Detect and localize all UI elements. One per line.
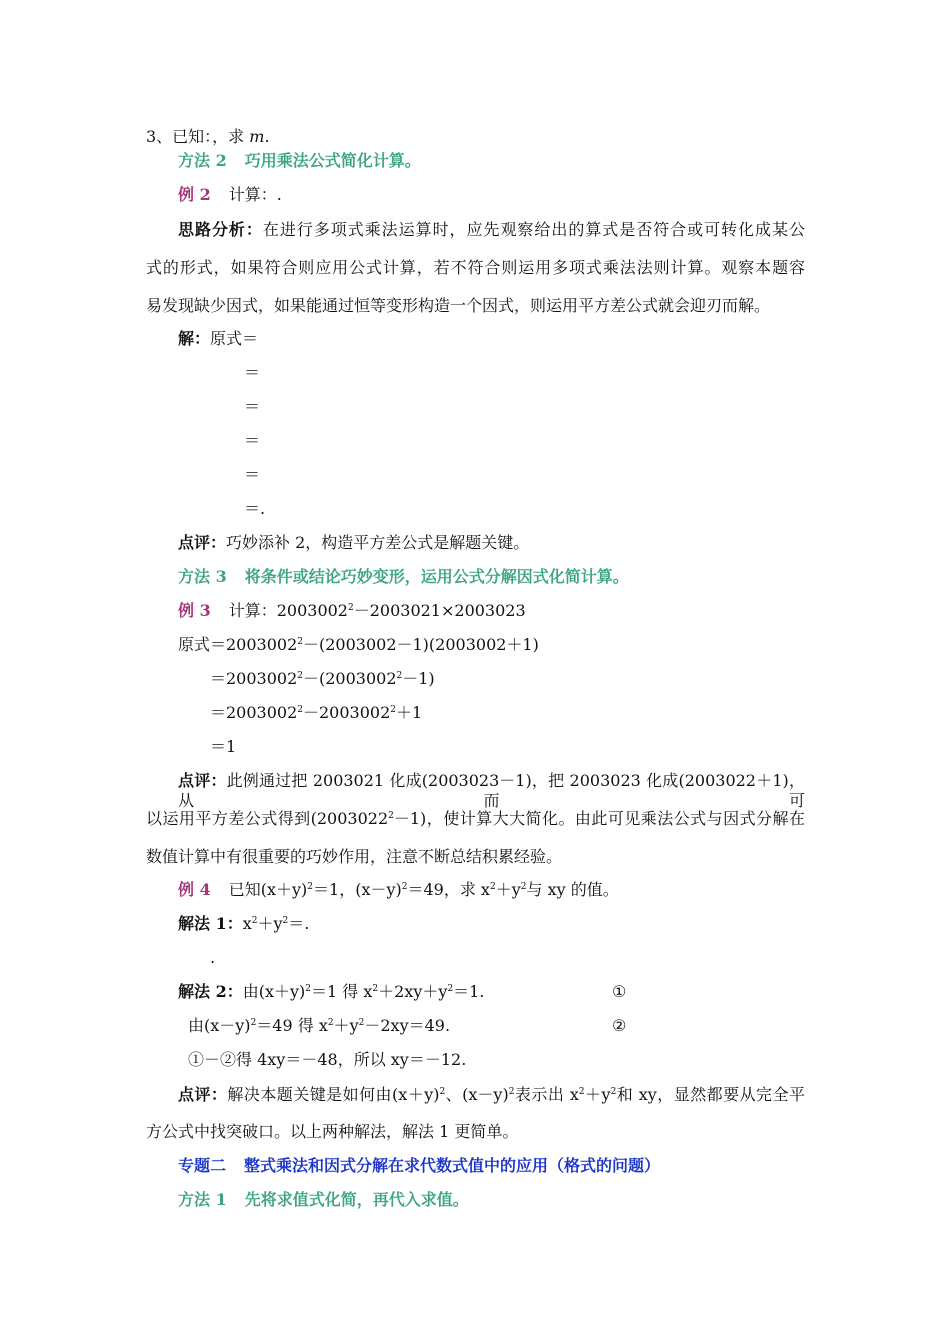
analysis-line-3: 易发现缺少因式，如果能通过恒等变形构造一个因式，则运用平方差公式就会迎刃而解。: [146, 296, 771, 315]
example-3: 例 3 计算：$2003002^2-2003021\times 2003023$: [178, 601, 526, 620]
comment-4-line-2: 方公式中找突破口。以上两种解法，解法 1 更简单。: [146, 1122, 519, 1141]
example-2: 例 2 计算：.: [178, 185, 282, 204]
calc-line-1: 原式$=2003002^2-(2003002-1)(2003002+1)$: [178, 635, 539, 654]
solution-eq-5: ＝.: [244, 499, 266, 518]
solution-method-1: 解法 1：$x^2+y^2=$.: [178, 914, 310, 933]
example-4: 例 4 已知$(x+y)^2=1$，$(x-y)^2=49$，求 $x^2+y^2$与 xy 的值。: [178, 880, 619, 899]
comment-3-line-1: 点评：此例通过把 2003021 化成(2003023－1)，把 2003023 化成(2003022＋1)，从而可: [178, 771, 805, 810]
calc-line-2: $=2003002^2-(2003002^2-1)$: [210, 669, 435, 688]
solution-eq-4: ＝: [244, 465, 261, 484]
solution-eq-1: ＝: [244, 363, 261, 382]
solution-method-2: 解法 2：由$(x+y)^2=1$ 得 $x^2+2xy+y^2=1$.: [178, 982, 485, 1001]
method-1-heading: 方法 1 先将求值式化简，再代入求值。: [178, 1190, 469, 1209]
method-2-heading: 方法 2 巧用乘法公式简化计算。: [178, 151, 421, 170]
solution-eq-2: ＝: [244, 397, 261, 416]
equation-marker-2: ②: [612, 1016, 627, 1035]
comment-4-line-1: 点评：解决本题关键是如何由$(x+y)^2$、$(x-y)^2$表示出 $x^2+y^2$和 xy，显然都要从完全平: [178, 1085, 805, 1104]
problem-3: 3、已知：，求 m.: [146, 127, 270, 146]
comment-3-line-2: 以运用平方差公式得到$(2003022^2-1)$，使计算大大简化。由此可见乘法公式与因式分解在: [146, 809, 805, 828]
solution-method-1-dot: .: [210, 948, 216, 967]
calc-line-3: $=2003002^2-2003002^2+1$: [210, 703, 423, 722]
method-3-heading: 方法 3 将条件或结论巧妙变形，运用公式分解因式化简计算。: [178, 567, 629, 586]
comment-2: 点评：巧妙添补 2，构造平方差公式是解题关键。: [178, 533, 530, 552]
analysis-line-2: 式的形式，如果符合则应用公式计算，若不符合则运用多项式乘法法则计算。观察本题容: [146, 258, 805, 277]
topic-2-heading: 专题二 整式乘法和因式分解在求代数式值中的应用（格式的问题）: [178, 1156, 661, 1175]
comment-3-line-3: 数值计算中有很重要的巧妙作用，注意不断总结积累经验。: [146, 847, 563, 866]
solution-start: 解：原式＝: [178, 329, 259, 348]
solution-eq-3: ＝: [244, 431, 261, 450]
solution-method-2-line-2: 由$(x-y)^2=49$ 得 $x^2+y^2-2xy=49$.: [188, 1016, 451, 1035]
solution-method-2-line-3: ①－②得 4xy＝－48，所以 xy＝－12.: [188, 1050, 467, 1069]
analysis-line-1: 思路分析：在进行多项式乘法运算时，应先观察给出的算式是否符合或可转化成某公: [178, 220, 805, 239]
equation-marker-1: ①: [612, 982, 627, 1001]
calc-line-4: ＝1: [210, 737, 237, 756]
